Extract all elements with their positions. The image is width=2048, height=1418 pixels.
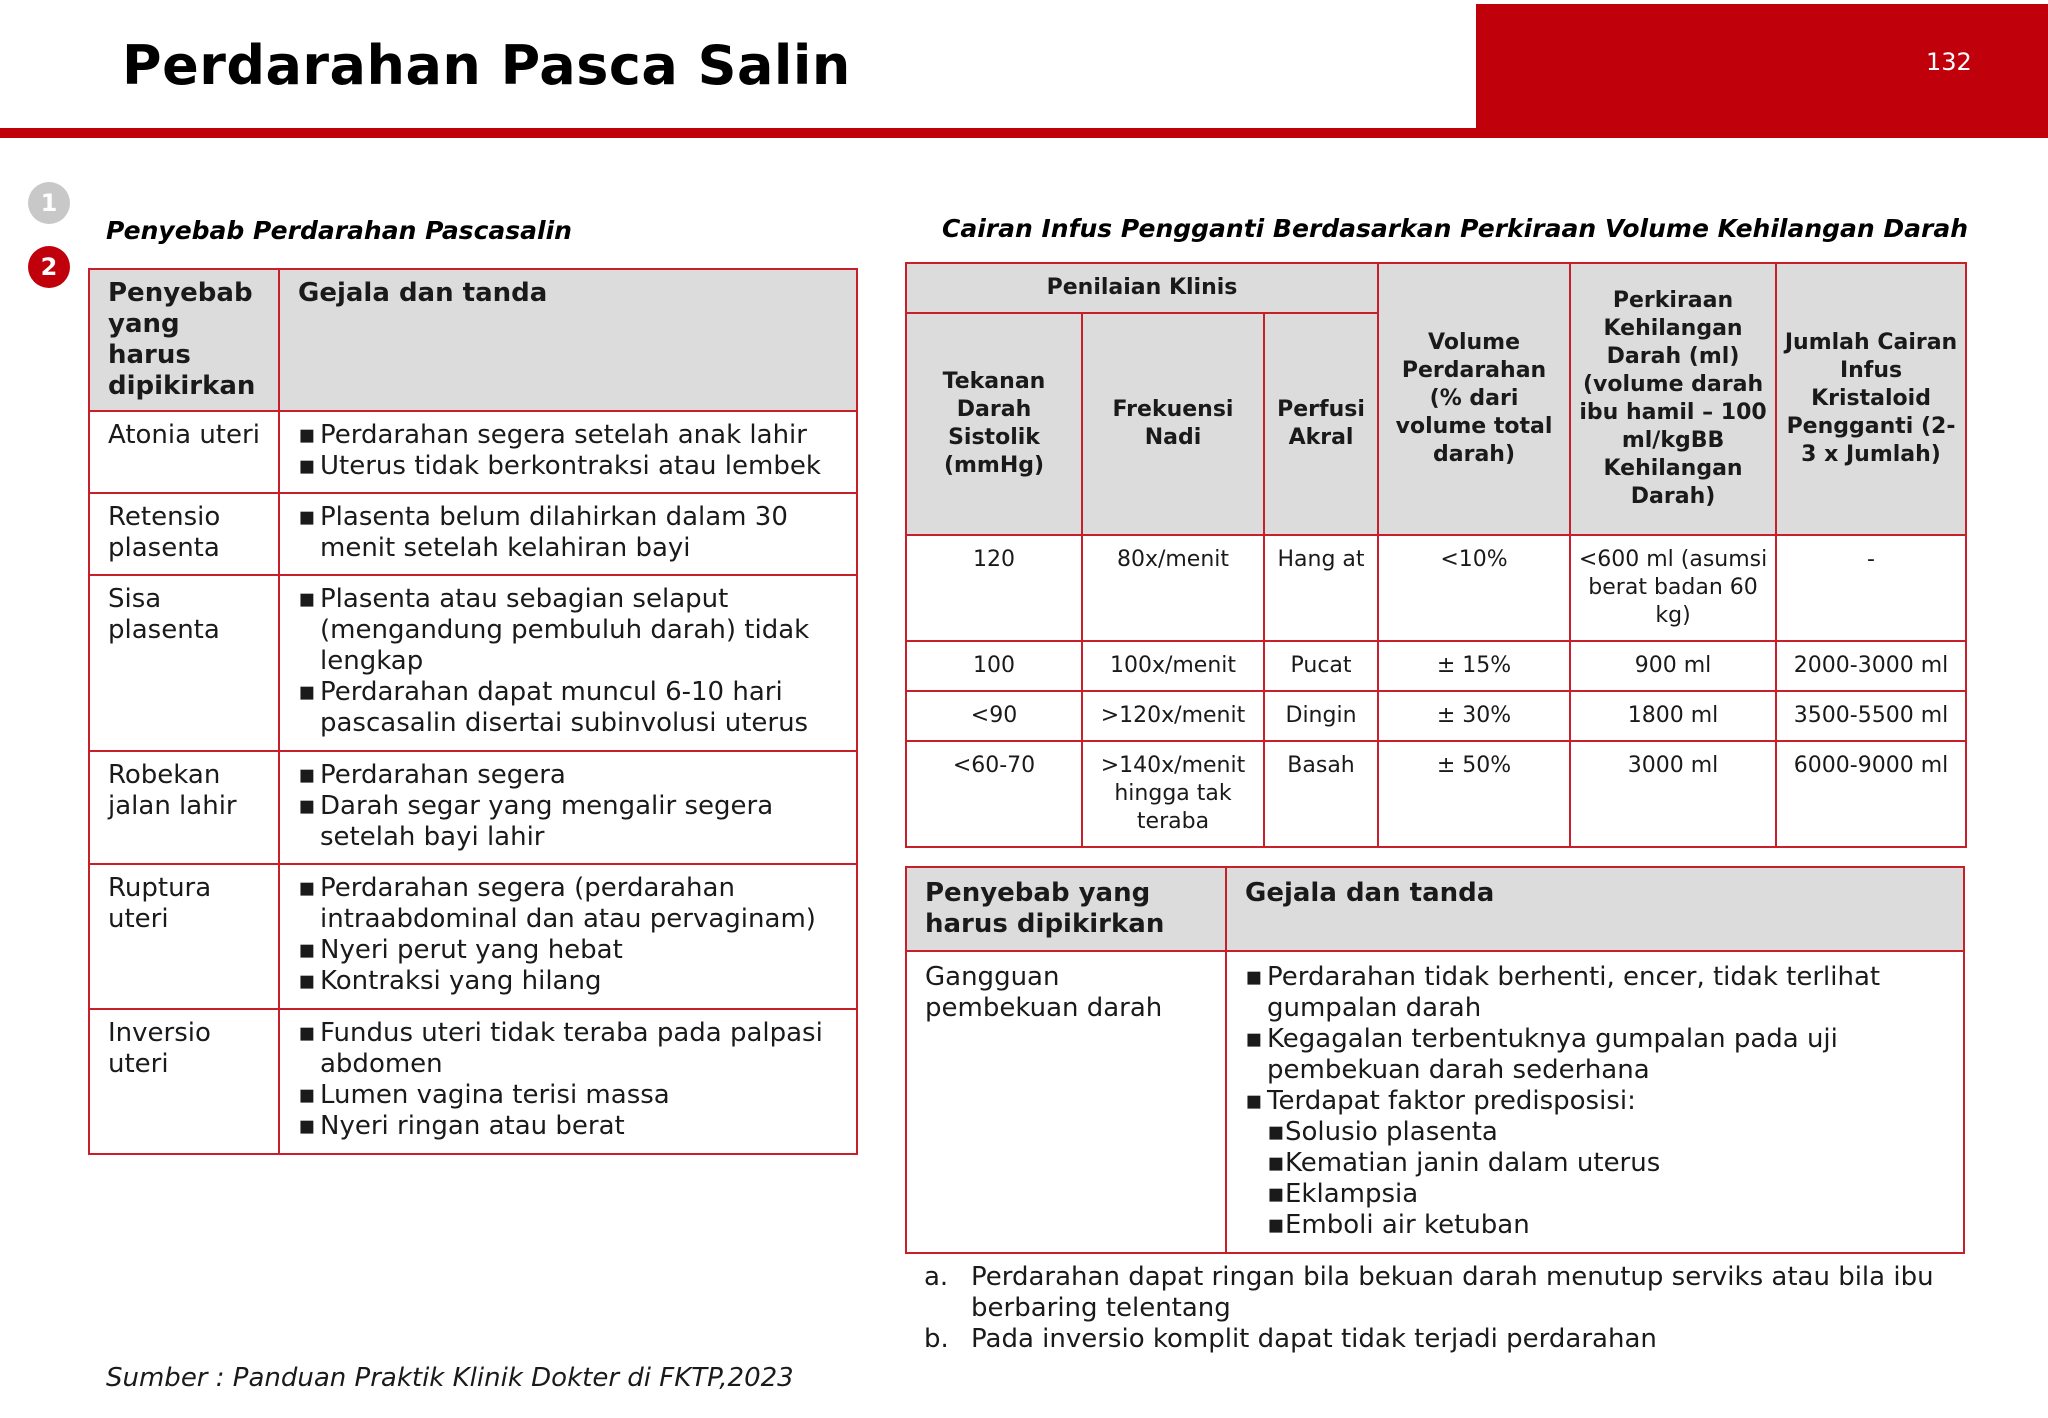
list-item: ▪ Darah segar yang mengalir segera setelah bayi lahir — [298, 791, 838, 853]
predisposition-label: Terdapat faktor predisposisi: — [1267, 1086, 1636, 1116]
list-item: ▪ Kegagalan terbentuknya gumpalan pada uji pembekuan darah sederhana — [1245, 1024, 1945, 1086]
signs-cell — [279, 575, 857, 751]
predisposition-list — [1267, 1117, 1945, 1241]
cause-cell: Gangguan pembekuan darah — [906, 951, 1226, 1253]
source-citation: Sumber : Panduan Praktik Klinik Dokter di FKTP,2023 — [106, 1363, 794, 1393]
group-header-clinical: Penilaian Klinis — [906, 263, 1378, 313]
signs-cell — [279, 864, 857, 1009]
signs-list — [298, 873, 838, 997]
table-row — [89, 751, 857, 864]
page-title: Perdarahan Pasca Salin — [122, 34, 851, 97]
table-row — [89, 493, 857, 575]
signs-cell — [1226, 951, 1964, 1253]
column-header-volume: Volume Perdarahan (% dari volume total darah) — [1378, 263, 1570, 535]
column-header-systolic: Tekanan Darah Sistolik (mmHg) — [906, 313, 1082, 535]
signs-list — [1245, 962, 1945, 1241]
loss-cell: 3000 ml — [1570, 741, 1776, 847]
perfusion-cell: Pucat — [1264, 641, 1378, 691]
column-header-loss: Perkiraan Kehilangan Darah (ml) (volume darah ibu hamil – 100 ml/kgBB Kehilangan Darah) — [1570, 263, 1776, 535]
perfusion-cell: Hang at — [1264, 535, 1378, 641]
systolic-cell: <90 — [906, 691, 1082, 741]
volume-cell: ± 30% — [1378, 691, 1570, 741]
column-header-pulse: Frekuensi Nadi — [1082, 313, 1264, 535]
cause-cell: Atonia uteri — [89, 411, 279, 493]
fluid-cell: 6000-9000 ml — [1776, 741, 1966, 847]
signs-list — [298, 1018, 838, 1142]
column-header-cause: Penyebab yang harus dipikirkan — [906, 867, 1226, 951]
list-item: ▪ Plasenta belum dilahirkan dalam 30 menit setelah kelahiran bayi — [298, 502, 838, 564]
cause-cell: Retensio plasenta — [89, 493, 279, 575]
footnote-text: Perdarahan dapat ringan bila bekuan darah menutup serviks atau bila ibu berbaring telentang — [971, 1262, 1934, 1323]
table-row — [906, 535, 1966, 641]
list-item: ▪ Nyeri perut yang hebat — [298, 935, 838, 966]
list-item: ▪ Emboli air ketuban — [1267, 1210, 1945, 1241]
list-item: ▪ Perdarahan dapat muncul 6-10 hari pascasalin disertai subinvolusi uterus — [298, 677, 838, 739]
list-item: ▪ Lumen vagina terisi massa — [298, 1080, 838, 1111]
list-item — [1245, 1086, 1945, 1241]
table-row — [89, 575, 857, 751]
footnote-a — [924, 1262, 1984, 1324]
column-header-fluid: Jumlah Cairan Infus Kristaloid Pengganti (2-3 x Jumlah) — [1776, 263, 1966, 535]
causes-table — [88, 268, 858, 1155]
table-header-row — [89, 269, 857, 411]
footnotes — [924, 1262, 1984, 1355]
cause-cell: Ruptura uteri — [89, 864, 279, 1009]
list-item: ▪ Kontraksi yang hilang — [298, 966, 838, 997]
footnote-key: b. — [924, 1324, 949, 1354]
pulse-cell: 100x/menit — [1082, 641, 1264, 691]
fluid-cell: 3500-5500 ml — [1776, 691, 1966, 741]
signs-list — [298, 584, 838, 739]
left-table-caption: Penyebab Perdarahan Pascasalin — [106, 216, 572, 245]
list-item: ▪ Kematian janin dalam uterus — [1267, 1148, 1945, 1179]
table-header-row — [906, 263, 1966, 313]
table-row — [89, 411, 857, 493]
list-item: ▪ Eklampsia — [1267, 1179, 1945, 1210]
table-row — [906, 641, 1966, 691]
volume-cell: ± 50% — [1378, 741, 1570, 847]
column-header-signs: Gejala dan tanda — [1226, 867, 1964, 951]
table-row — [906, 741, 1966, 847]
coagulation-table — [905, 866, 1965, 1254]
fluid-replacement-table — [905, 262, 1967, 848]
footnote-text: Pada inversio komplit dapat tidak terjadi perdarahan — [971, 1324, 1657, 1354]
list-item: ▪ Perdarahan tidak berhenti, encer, tidak terlihat gumpalan darah — [1245, 962, 1945, 1024]
loss-cell: 900 ml — [1570, 641, 1776, 691]
table-row — [89, 864, 857, 1009]
table-row — [906, 691, 1966, 741]
header-red-rule — [0, 128, 2048, 138]
table-row — [906, 951, 1964, 1253]
list-item: ▪ Nyeri ringan atau berat — [298, 1111, 838, 1142]
pulse-cell: >120x/menit — [1082, 691, 1264, 741]
fluid-cell: - — [1776, 535, 1966, 641]
cause-cell: Sisa plasenta — [89, 575, 279, 751]
column-header-perfusion: Perfusi Akral — [1264, 313, 1378, 535]
signs-list — [298, 760, 838, 853]
volume-cell: ± 15% — [1378, 641, 1570, 691]
list-item: ▪ Perdarahan segera — [298, 760, 838, 791]
cause-cell: Robekan jalan lahir — [89, 751, 279, 864]
signs-list — [298, 502, 838, 564]
list-item: ▪ Perdarahan segera setelah anak lahir — [298, 420, 838, 451]
table-header-row — [906, 867, 1964, 951]
systolic-cell: <60-70 — [906, 741, 1082, 847]
perfusion-cell: Basah — [1264, 741, 1378, 847]
list-item: ▪ Fundus uteri tidak teraba pada palpasi abdomen — [298, 1018, 838, 1080]
column-header-signs: Gejala dan tanda — [279, 269, 857, 411]
step-1-badge[interactable]: 1 — [28, 182, 70, 224]
signs-cell — [279, 411, 857, 493]
pulse-cell: 80x/menit — [1082, 535, 1264, 641]
list-item: ▪ Perdarahan segera (perdarahan intraabdominal dan atau pervaginam) — [298, 873, 838, 935]
volume-cell: <10% — [1378, 535, 1570, 641]
table-row — [89, 1009, 857, 1154]
signs-list — [298, 420, 838, 482]
footnote-b — [924, 1324, 1984, 1355]
list-item: ▪ Uterus tidak berkontraksi atau lembek — [298, 451, 838, 482]
loss-cell: <600 ml (asumsi berat badan 60 kg) — [1570, 535, 1776, 641]
loss-cell: 1800 ml — [1570, 691, 1776, 741]
fluid-cell: 2000-3000 ml — [1776, 641, 1966, 691]
list-item: ▪ Solusio plasenta — [1267, 1117, 1945, 1148]
cause-cell: Inversio uteri — [89, 1009, 279, 1154]
systolic-cell: 100 — [906, 641, 1082, 691]
systolic-cell: 120 — [906, 535, 1082, 641]
right-table-caption: Cairan Infus Pengganti Berdasarkan Perkiraan Volume Kehilangan Darah — [942, 214, 1969, 243]
page-number: 132 — [1926, 48, 1972, 76]
list-item: ▪ Plasenta atau sebagian selaput (mengandung pembuluh darah) tidak lengkap — [298, 584, 838, 677]
pulse-cell: >140x/menit hingga tak teraba — [1082, 741, 1264, 847]
perfusion-cell: Dingin — [1264, 691, 1378, 741]
signs-cell — [279, 751, 857, 864]
signs-cell — [279, 1009, 857, 1154]
footnote-key: a. — [924, 1262, 949, 1292]
step-2-badge[interactable]: 2 — [28, 246, 70, 288]
signs-cell — [279, 493, 857, 575]
column-header-cause: Penyebab yang harus dipikirkan — [89, 269, 279, 411]
